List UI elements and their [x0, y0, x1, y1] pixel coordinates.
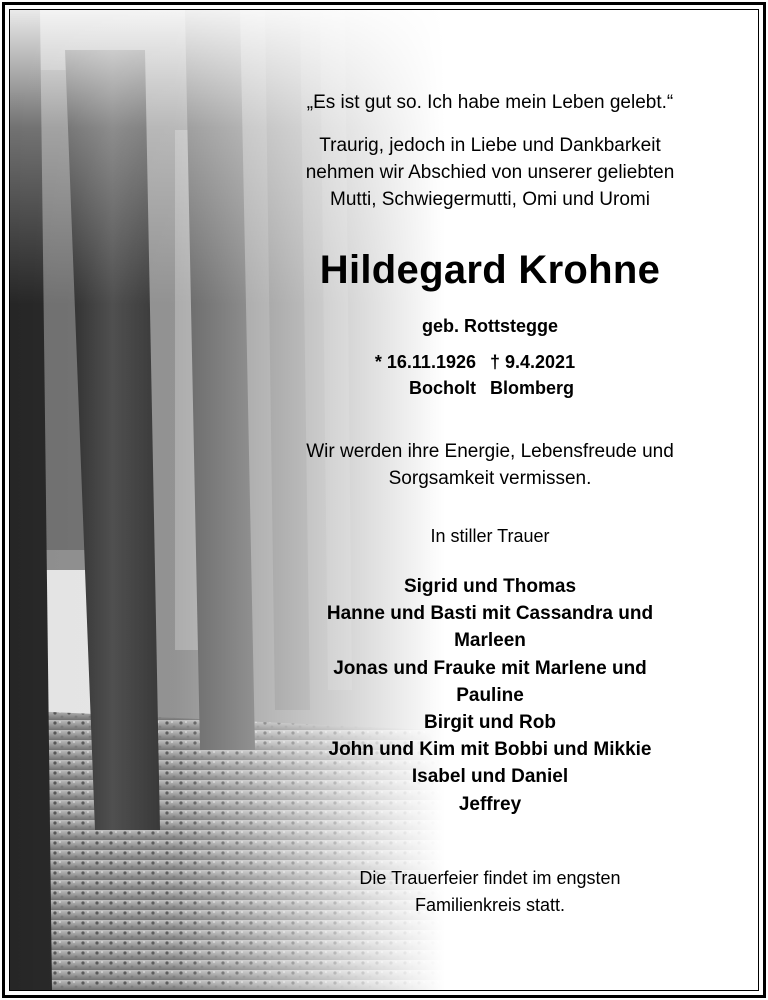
intro-line: nehmen wir Abschied von unserer geliebten [305, 162, 675, 183]
obituary-text [10, 10, 759, 991]
mourner-line: Pauline [456, 684, 524, 706]
obituary-card [9, 9, 759, 991]
mourner-line: Jeffrey [458, 793, 522, 815]
mourning-label: In stiller Trauer [430, 526, 550, 546]
life-dates [350, 349, 640, 401]
memorial-message [255, 438, 725, 492]
mourner-line: John und Kim mit Bobbi und Mikkie [328, 739, 652, 761]
deceased-name: Hildegard Krohne [319, 248, 661, 292]
mourner-line: Hanne und Basti mit Cassandra und [326, 603, 654, 625]
intro-text [255, 132, 725, 213]
service-line: Die Trauerfeier findet im engsten [359, 868, 621, 888]
intro-line: Traurig, jedoch in Liebe und Dankbarkeit [319, 135, 661, 156]
service-notice [255, 865, 725, 919]
birth-date: * 16.11.1926 [374, 352, 476, 372]
birth-place: Bocholt [409, 378, 476, 398]
quote: „Es ist gut so. Ich habe mein Leben gelebt.“ [306, 92, 674, 113]
death-date: † 9.4.2021 [490, 352, 576, 372]
mourner-line: Jonas und Frauke mit Marlene und [333, 657, 647, 679]
service-line: Familienkreis statt. [414, 895, 566, 915]
mourner-line: Marleen [454, 630, 526, 652]
intro-line: Mutti, Schwiegermutti, Omi und Uromi [330, 189, 650, 210]
mourners-list [255, 573, 725, 818]
mourner-line: Birgit und Rob [424, 712, 556, 734]
mourner-line: Sigrid und Thomas [403, 576, 577, 597]
mourner-line: Isabel und Daniel [411, 766, 569, 788]
message-line: Wir werden ihre Energie, Lebensfreude und [306, 441, 674, 462]
message-line: Sorgsamkeit vermissen. [388, 468, 592, 489]
death-place: Blomberg [490, 378, 575, 398]
birth-name: geb. Rottstegge [421, 316, 558, 336]
